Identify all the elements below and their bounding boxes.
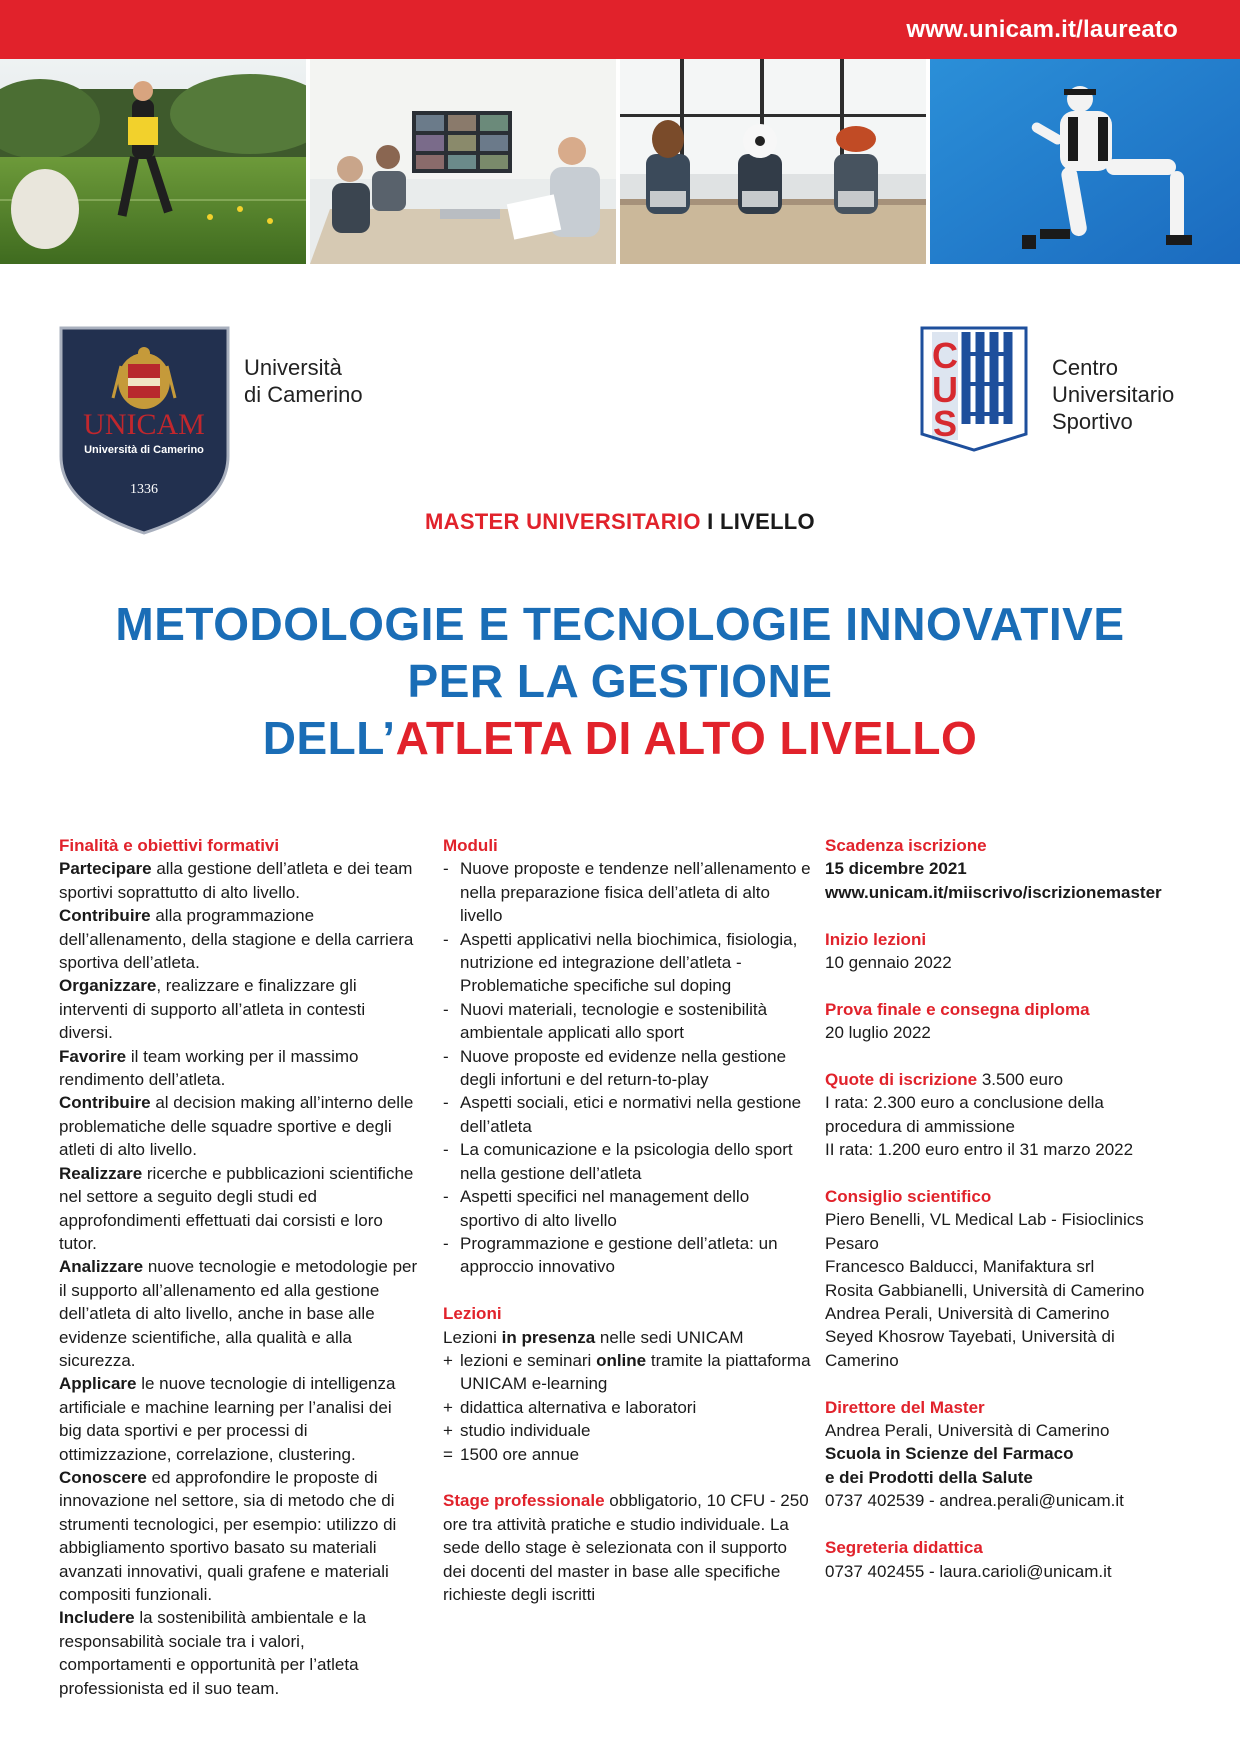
objective-item: Realizzare ricerche e pubblicazioni scientifiche nel settore a seguito degli studi ed approfondimenti effettuati dai corsisti e loro tutor. xyxy=(59,1163,414,1253)
deadline-heading: Scadenza iscrizione xyxy=(825,836,987,855)
board-member: Francesco Balducci, Manifaktura srl xyxy=(825,1257,1095,1277)
director-name: Andrea Perali, Università di Camerino xyxy=(825,1421,1110,1441)
board-member: Seyed Khosrow Tayebati, Università di Camerino xyxy=(825,1327,1115,1370)
module-item: - Aspetti sociali, etici e normativi nella gestione dell’atleta xyxy=(443,1093,802,1136)
lessons-heading: Lezioni xyxy=(443,1304,502,1324)
start-heading: Inizio lezioni xyxy=(825,929,927,949)
objective-item: Organizzare, realizzare e finalizzare gli interventi di supporto all’atleta in contesti diversi. xyxy=(59,976,366,1043)
objective-item: Partecipare alla gestione dell’atleta e dei team sportivi soprattutto di alto livello. xyxy=(59,859,413,902)
fees-rata2: II rata: 1.200 euro entro il 31 marzo 2022 xyxy=(825,1140,1134,1160)
objective-item: Analizzare nuove tecnologie e metodologie per il supporto all’allenamento ed alla gestione dell’atleta di alto livello, anche in base alle evidenze scientifiche, alla qualità e alla sicurezza. xyxy=(59,1257,418,1370)
fees-rata1: I rata: 2.300 euro a conclusione della procedura di ammissione xyxy=(825,1093,1104,1136)
module-item: - Aspetti applicativi nella biochimica, fisiologia, nutrizione ed integrazione dell’atleta - Problematiche specifiche sul doping xyxy=(443,929,798,996)
director-heading: Direttore del Master xyxy=(825,1397,985,1417)
objective-item: Conoscere ed approfondire le proposte di innovazione nel settore, sia di metodo che di strumenti tecnologici, per esempio: utilizzo di abbigliamento sportivo basato su materiali avanzati innovativi, quali grafene e materiali compositi funzionali. xyxy=(59,1467,397,1604)
lessons-item: + didattica alternativa e laboratori xyxy=(443,1397,697,1417)
final-exam-date: 20 luglio 2022 xyxy=(825,1023,931,1043)
svg-text:U: U xyxy=(932,369,958,410)
svg-text:C: C xyxy=(932,335,958,376)
page-title: METODOLOGIE E TECNOLOGIE INNOVATIVE PER LA GESTIONE DELL’ATLETA DI ALTO LIVELLO xyxy=(115,598,1125,764)
board-member: Rosita Gabbianelli, Università di Camerino xyxy=(825,1280,1145,1300)
objective-item: Contribuire al decision making all’interno delle problematiche delle squadre sportive e degli atleti di alto livello. xyxy=(59,1093,414,1160)
module-item: - La comunicazione e la psicologia dello sport nella gestione dell’atleta xyxy=(443,1140,793,1183)
unicam-wordmark: UNICAM xyxy=(83,408,205,441)
unicam-year: 1336 xyxy=(130,482,158,497)
photo-athlete-training xyxy=(0,59,306,264)
column-objectives xyxy=(59,834,419,1700)
lessons-item: + studio individuale xyxy=(443,1421,591,1441)
director-contact[interactable]: 0737 402539 - andrea.perali@unicam.it xyxy=(825,1491,1124,1511)
svg-text:S: S xyxy=(932,403,958,444)
modules-list xyxy=(443,857,813,1278)
unicam-shield-logo xyxy=(59,326,230,535)
module-item: - Programmazione e gestione dell’atleta: un approccio innovativo xyxy=(443,1233,778,1277)
unicam-name: Università di Camerino xyxy=(244,355,363,407)
deadline-date: 15 dicembre 2021 xyxy=(825,859,967,879)
photo-motion-capture xyxy=(930,59,1240,264)
top-banner xyxy=(0,0,1240,59)
stage-paragraph: Stage professionale obbligatorio, 10 CFU - 250 ore tra attività pratiche e studio individuale. La sede dello stage è selezionata con il supporto dei docenti del master in base alle specifiche richieste degli iscritti xyxy=(443,1491,809,1604)
photo-office-sport xyxy=(620,59,926,264)
module-item: - Nuove proposte ed evidenze nella gestione degli infortuni e del return-to-play xyxy=(443,1046,787,1090)
module-item: - Aspetti specifici nel management dello sportivo di alto livello xyxy=(443,1187,750,1230)
objectives-heading: Finalità e obiettivi formativi xyxy=(59,836,280,855)
objective-item: Includere la sostenibilità ambientale e la responsabilità sociale tra i valori, comportamenti e opportunità per l’atleta professionista ed il suo team. xyxy=(59,1608,367,1698)
start-date: 10 gennaio 2022 xyxy=(825,953,952,973)
objective-item: Applicare le nuove tecnologie di intelligenza artificiale e machine learning per l’analisi dei big data sportivi e per processi di ottimizzazione, correlazione, clustering. xyxy=(59,1374,396,1464)
objective-item: Contribuire alla programmazione dell’allenamento, della stagione e della carriera sportiva dell’atleta. xyxy=(59,906,414,973)
enrollment-link[interactable]: www.unicam.it/miiscrivo/iscrizionemaster xyxy=(825,882,1162,902)
header-url-link[interactable]: www.unicam.it/laureato xyxy=(906,16,1178,43)
fees-line: Quote di iscrizione 3.500 euro xyxy=(825,1070,1064,1090)
unicam-subtitle: Università di Camerino xyxy=(84,444,204,456)
lessons-total: = 1500 ore annue xyxy=(443,1444,580,1464)
objective-item: Favorire il team working per il massimo rendimento dell’atleta. xyxy=(59,1046,359,1090)
master-level-kicker: MASTER UNIVERSITARIO I LIVELLO xyxy=(425,509,815,534)
cus-logo xyxy=(918,324,1030,452)
lessons-first-line: Lezioni in presenza nelle sedi UNICAM xyxy=(443,1327,744,1347)
secretary-contact[interactable]: 0737 402455 - laura.carioli@unicam.it xyxy=(825,1561,1112,1581)
lessons-item: + lezioni e seminari online tramite la piattaforma UNICAM e-learning xyxy=(443,1350,811,1394)
objectives-list xyxy=(59,857,419,1700)
modules-heading: Moduli xyxy=(443,836,498,855)
final-exam-heading: Prova finale e consegna diploma xyxy=(825,999,1090,1019)
director-school-line2: e dei Prodotti della Salute xyxy=(825,1467,1033,1487)
secretary-heading: Segreteria didattica xyxy=(825,1538,983,1558)
module-item: - Nuovi materiali, tecnologie e sostenibilità ambientale applicati allo sport xyxy=(443,999,768,1043)
board-member: Andrea Perali, Università di Camerino xyxy=(825,1304,1110,1324)
cus-name: Centro Universitario Sportivo xyxy=(1052,355,1175,434)
scientific-board-heading: Consiglio scientifico xyxy=(825,1187,992,1207)
column-info xyxy=(825,834,1185,1583)
board-member: Piero Benelli, VL Medical Lab - Fisioclinics Pesaro xyxy=(825,1210,1144,1253)
column-modules xyxy=(443,834,813,1606)
module-item: - Nuove proposte e tendenze nell’allenamento e nella preparazione fisica dell’atleta di alto livello xyxy=(443,859,811,926)
photo-video-meeting xyxy=(310,59,616,264)
director-school-line1: Scuola in Scienze del Farmaco xyxy=(825,1444,1074,1464)
